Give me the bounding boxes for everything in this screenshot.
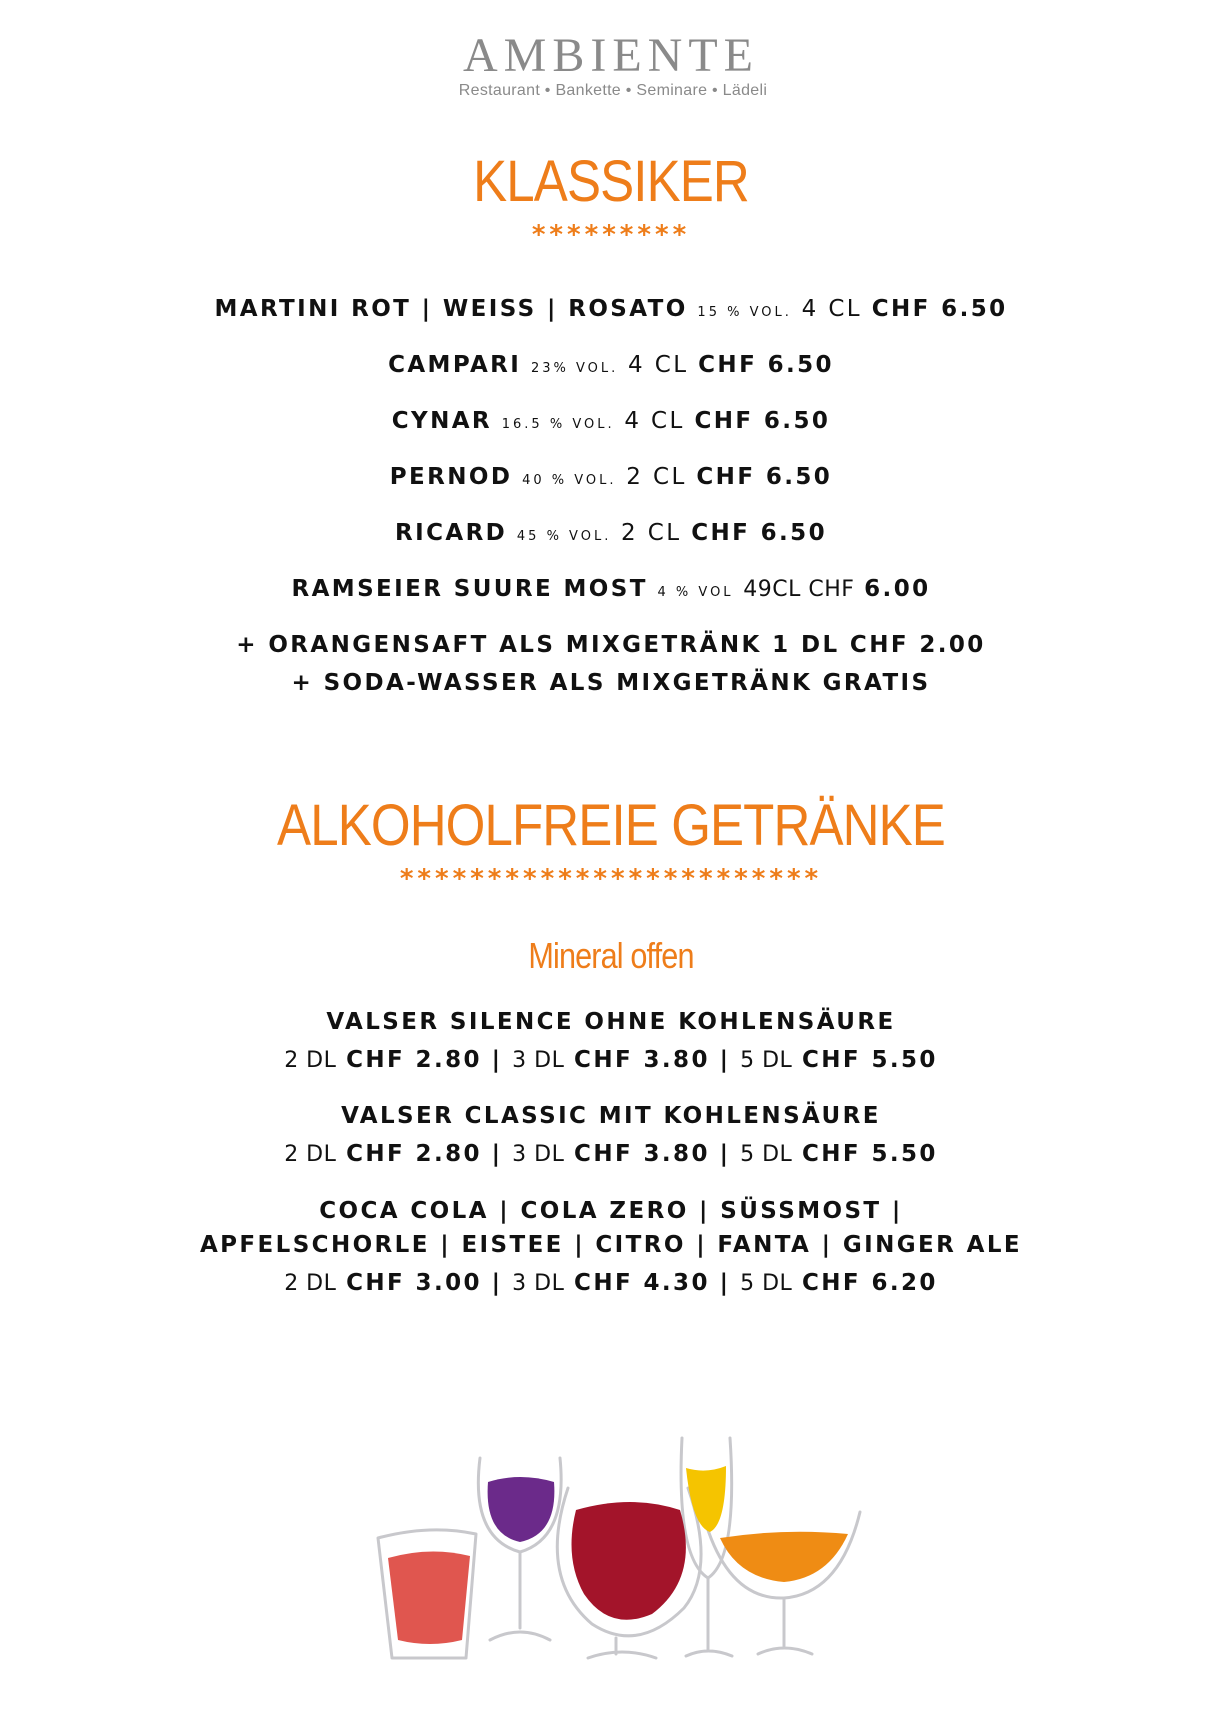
section-divider-stars: ************************ [399, 864, 823, 894]
section-divider-stars: ********* [531, 220, 691, 250]
logo-name: AMBIENTE [463, 29, 759, 82]
price-line-valser-classic: 2 DL CHF 2.80 | 3 DL CHF 3.80 | 5 DL CHF 5.50 [284, 1141, 938, 1167]
subsection-title-mineral: Mineral offen [528, 935, 694, 976]
champagne-flute-drink [686, 1466, 726, 1532]
menu-item-cynar: CYNAR 16.5 % VOL. 4 CL CHF 6.50 [391, 408, 831, 434]
logo-tagline: Restaurant • Bankette • Seminare • Lädeli [458, 82, 768, 99]
menu-item-valser-classic: VALSER CLASSIC MIT KOHLENSÄURE [341, 1103, 881, 1129]
menu-item-martini: MARTINI ROT | WEISS | ROSATO 15 % VOL. 4 CL CHF 6.50 [214, 296, 1008, 322]
drink-glasses-illustration [370, 1428, 870, 1668]
menu-item-pernod: PERNOD 40 % VOL. 2 CL CHF 6.50 [389, 464, 833, 490]
tumbler-drink [388, 1551, 470, 1644]
extra-orangensaft: + ORANGENSAFT ALS MIXGETRÄNK 1 DL CHF 2.00 [236, 632, 986, 658]
section-title-alkoholfrei: ALKOHOLFREIE GETRÄNKE [277, 793, 945, 858]
menu-item-soft-drinks-line1: COCA COLA | COLA ZERO | SÜSSMOST | [319, 1198, 903, 1224]
extra-soda-wasser: + SODA-WASSER ALS MIXGETRÄNK GRATIS [291, 670, 931, 696]
price-line-soft-drinks: 2 DL CHF 3.00 | 3 DL CHF 4.30 | 5 DL CHF 6.20 [284, 1270, 938, 1296]
menu-item-ricard: RICARD 45 % VOL. 2 CL CHF 6.50 [395, 520, 827, 546]
brandy-glass-drink [572, 1502, 686, 1620]
menu-item-campari: CAMPARI 23% VOL. 4 CL CHF 6.50 [388, 352, 834, 378]
price-line-valser-silence: 2 DL CHF 2.80 | 3 DL CHF 3.80 | 5 DL CHF 5.50 [284, 1047, 938, 1073]
section-title-klassiker: KLASSIKER [473, 149, 749, 214]
wine-glass-drink [488, 1477, 555, 1542]
restaurant-logo [0, 30, 1222, 100]
coupe-glass-drink [720, 1532, 848, 1582]
menu-item-soft-drinks-line2: APFELSCHORLE | EISTEE | CITRO | FANTA | GINGER ALE [199, 1232, 1023, 1258]
menu-item-ramseier: RAMSEIER SUURE MOST 4 % VOL 49CL CHF 6.00 [291, 576, 931, 602]
menu-item-valser-silence: VALSER SILENCE OHNE KOHLENSÄURE [326, 1009, 896, 1035]
